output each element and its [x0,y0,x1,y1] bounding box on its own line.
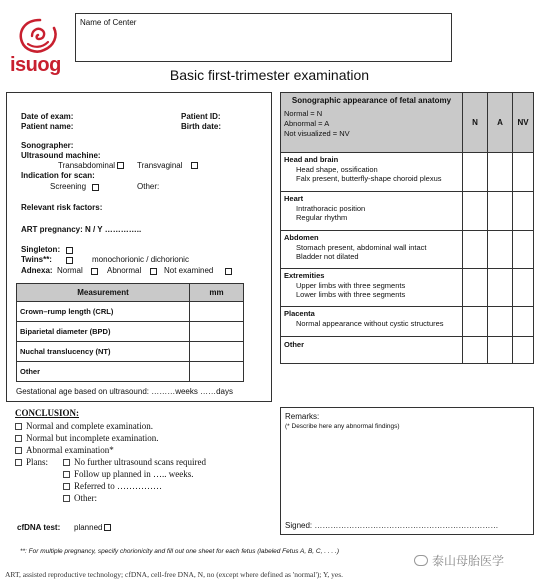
screening-label: Screening [50,182,87,191]
cfdna-label: cfDNA test: [17,523,61,532]
heart-n-cell[interactable] [463,192,488,231]
extremities-a-cell[interactable] [488,269,513,307]
col-nv-header: NV [513,93,534,153]
section-head-brain-title: Head and brain [284,155,339,164]
section-item: Stomach present, abdominal wall intact [296,242,427,252]
section-item: Regular rhythm [296,213,348,222]
art-pregnancy-label: ART pregnancy: N / Y ………….. [21,225,142,234]
placenta-a-cell[interactable] [488,307,513,337]
other-a-cell[interactable] [488,337,513,364]
adnexa-abnormal-checkbox[interactable] [150,268,157,275]
abdomen-n-cell[interactable] [463,231,488,269]
transabdominal-label: Transabdominal [58,161,116,170]
measurement-header: Measurement [17,284,190,302]
sono-header-title: Sonographic appearance of fetal anatomy [291,96,452,105]
measurement-table [16,283,244,382]
other-n-cell[interactable] [463,337,488,364]
nt-row-label: Nuchal translucency (NT) [17,342,190,362]
adnexa-not-examined-label: Not examined [164,266,214,275]
section-heart-title: Heart [284,194,304,203]
section-item: Upper limbs with three segments [296,280,406,290]
plan-option[interactable]: Other: [15,492,265,504]
conclusion-heading: CONCLUSION: [15,408,80,418]
section-item: Head shape, ossification [296,164,378,174]
indication-label: Indication for scan: [21,171,95,180]
sonographic-appearance-table [280,92,534,364]
mm-header: mm [190,284,244,302]
screening-checkbox[interactable] [92,184,99,191]
heart-a-cell[interactable] [488,192,513,231]
transvaginal-label: Transvaginal [137,161,183,170]
abdomen-nv-cell[interactable] [513,231,534,269]
chat-bubble-icon [414,555,428,566]
abdomen-a-cell[interactable] [488,231,513,269]
twins-type-label: monochorionic / dichorionic [92,255,189,264]
section-abdomen-title: Abdomen [284,233,319,242]
placenta-nv-cell[interactable] [513,307,534,337]
placenta-n-cell[interactable] [463,307,488,337]
crl-value-cell[interactable] [190,302,244,322]
section-item: Normal appearance without cystic structures [296,318,444,328]
name-of-center-box[interactable] [75,13,452,62]
risk-factors-label: Relevant risk factors: [21,203,103,212]
checkbox-icon[interactable] [63,495,70,502]
remarks-box[interactable] [280,407,534,535]
other-nv-cell[interactable] [513,337,534,364]
checkbox-icon[interactable] [63,471,70,478]
other-measure-row-label: Other [17,362,190,382]
section-item: Lower limbs with three segments [296,290,406,299]
checkbox-icon[interactable] [15,435,22,442]
ultrasound-machine-label: Ultrasound machine: [21,151,101,160]
section-item: Falx present, butterfly-shape choroid plexus [296,174,442,183]
patient-info-box [6,92,272,402]
adnexa-not-examined-checkbox[interactable] [225,268,232,275]
extremities-n-cell[interactable] [463,269,488,307]
page-title: Basic first-trimester examination [169,67,370,83]
singleton-label: Singleton: [21,245,61,254]
conclusion-option[interactable]: Normal and complete examination. [15,420,265,432]
legend-not-visualized: Not visualized = NV [284,129,350,138]
twins-label: Twins**: [21,255,52,264]
extremities-nv-cell[interactable] [513,269,534,307]
section-placenta-title: Placenta [284,309,315,318]
head-a-cell[interactable] [488,153,513,192]
name-of-center-label: Name of Center [80,18,137,27]
legend-abnormal: Abnormal = A [284,119,330,128]
col-n-header: N [463,93,488,153]
adnexa-normal-label: Normal [57,266,83,275]
transvaginal-checkbox[interactable] [191,162,198,169]
remarks-hint: (* Describe here any abnormal findings) [285,423,400,430]
checkbox-icon[interactable] [63,483,70,490]
footnote: **: For multiple pregnancy, specify chorionicity and fill out one sheet for each fetus (labeled Fetus A, B, C, . . . .) [20,548,340,555]
remarks-title: Remarks: [285,412,320,421]
section-item: Intrathoracic position [296,203,366,213]
checkbox-icon[interactable] [15,423,22,430]
bpd-value-cell[interactable] [190,322,244,342]
col-a-header: A [488,93,513,153]
checkbox-icon[interactable] [15,447,22,454]
gestational-age-line: Gestational age based on ultrasound: ………weeks ……days [16,387,234,396]
cfdna-planned-label: planned [74,523,103,532]
checkbox-icon[interactable] [63,459,70,466]
head-n-cell[interactable] [463,153,488,192]
singleton-checkbox[interactable] [66,247,73,254]
conclusion-section [15,407,265,537]
conclusion-option[interactable]: Abnormal examination* [15,444,265,456]
logo-text: isuog [10,54,61,76]
bpd-row-label: Biparietal diameter (BPD) [17,322,190,342]
abbreviations-line: ART, assisted reproductive technology; cfDNA, cell-free DNA, N, no (except where defined as 'normal'); Y, yes. [5,570,344,579]
adnexa-label: Adnexa: [21,266,53,275]
head-nv-cell[interactable] [513,153,534,192]
crl-row-label: Crown–rump length (CRL) [17,302,190,322]
cfdna-planned-checkbox[interactable] [104,524,111,531]
watermark: 泰山母胎医学 [414,551,504,569]
indication-other-label: Other: [137,182,160,191]
other-measure-value-cell[interactable] [190,362,244,382]
section-extremities-title: Extremities [284,271,325,280]
section-other-title: Other [284,340,305,349]
adnexa-normal-checkbox[interactable] [91,268,98,275]
transabdominal-checkbox[interactable] [117,162,124,169]
adnexa-abnormal-label: Abnormal [107,266,142,275]
legend-normal: Normal = N [284,109,323,118]
signed-line: Signed: …………………………………………………………… [285,521,499,530]
plan-option[interactable]: Referred to …………… [15,480,265,492]
date-of-exam-label: Date of exam: [21,112,74,121]
heart-nv-cell[interactable] [513,192,534,231]
conclusion-option[interactable]: Normal but incomplete examination. [15,432,265,444]
nt-value-cell[interactable] [190,342,244,362]
checkbox-icon[interactable] [15,459,22,466]
plans-row[interactable]: Plans: No further ultrasound scans required [15,456,265,468]
patient-name-label: Patient name: [21,122,74,131]
plan-option[interactable]: Follow up planned in ….. weeks. [15,468,265,480]
section-item: Bladder not dilated [296,252,359,261]
patient-id-label: Patient ID: [181,112,221,121]
fetus-logo-icon [14,16,66,56]
birth-date-label: Birth date: [181,122,221,131]
sonographer-label: Sonographer: [21,141,74,150]
twins-checkbox[interactable] [66,257,73,264]
